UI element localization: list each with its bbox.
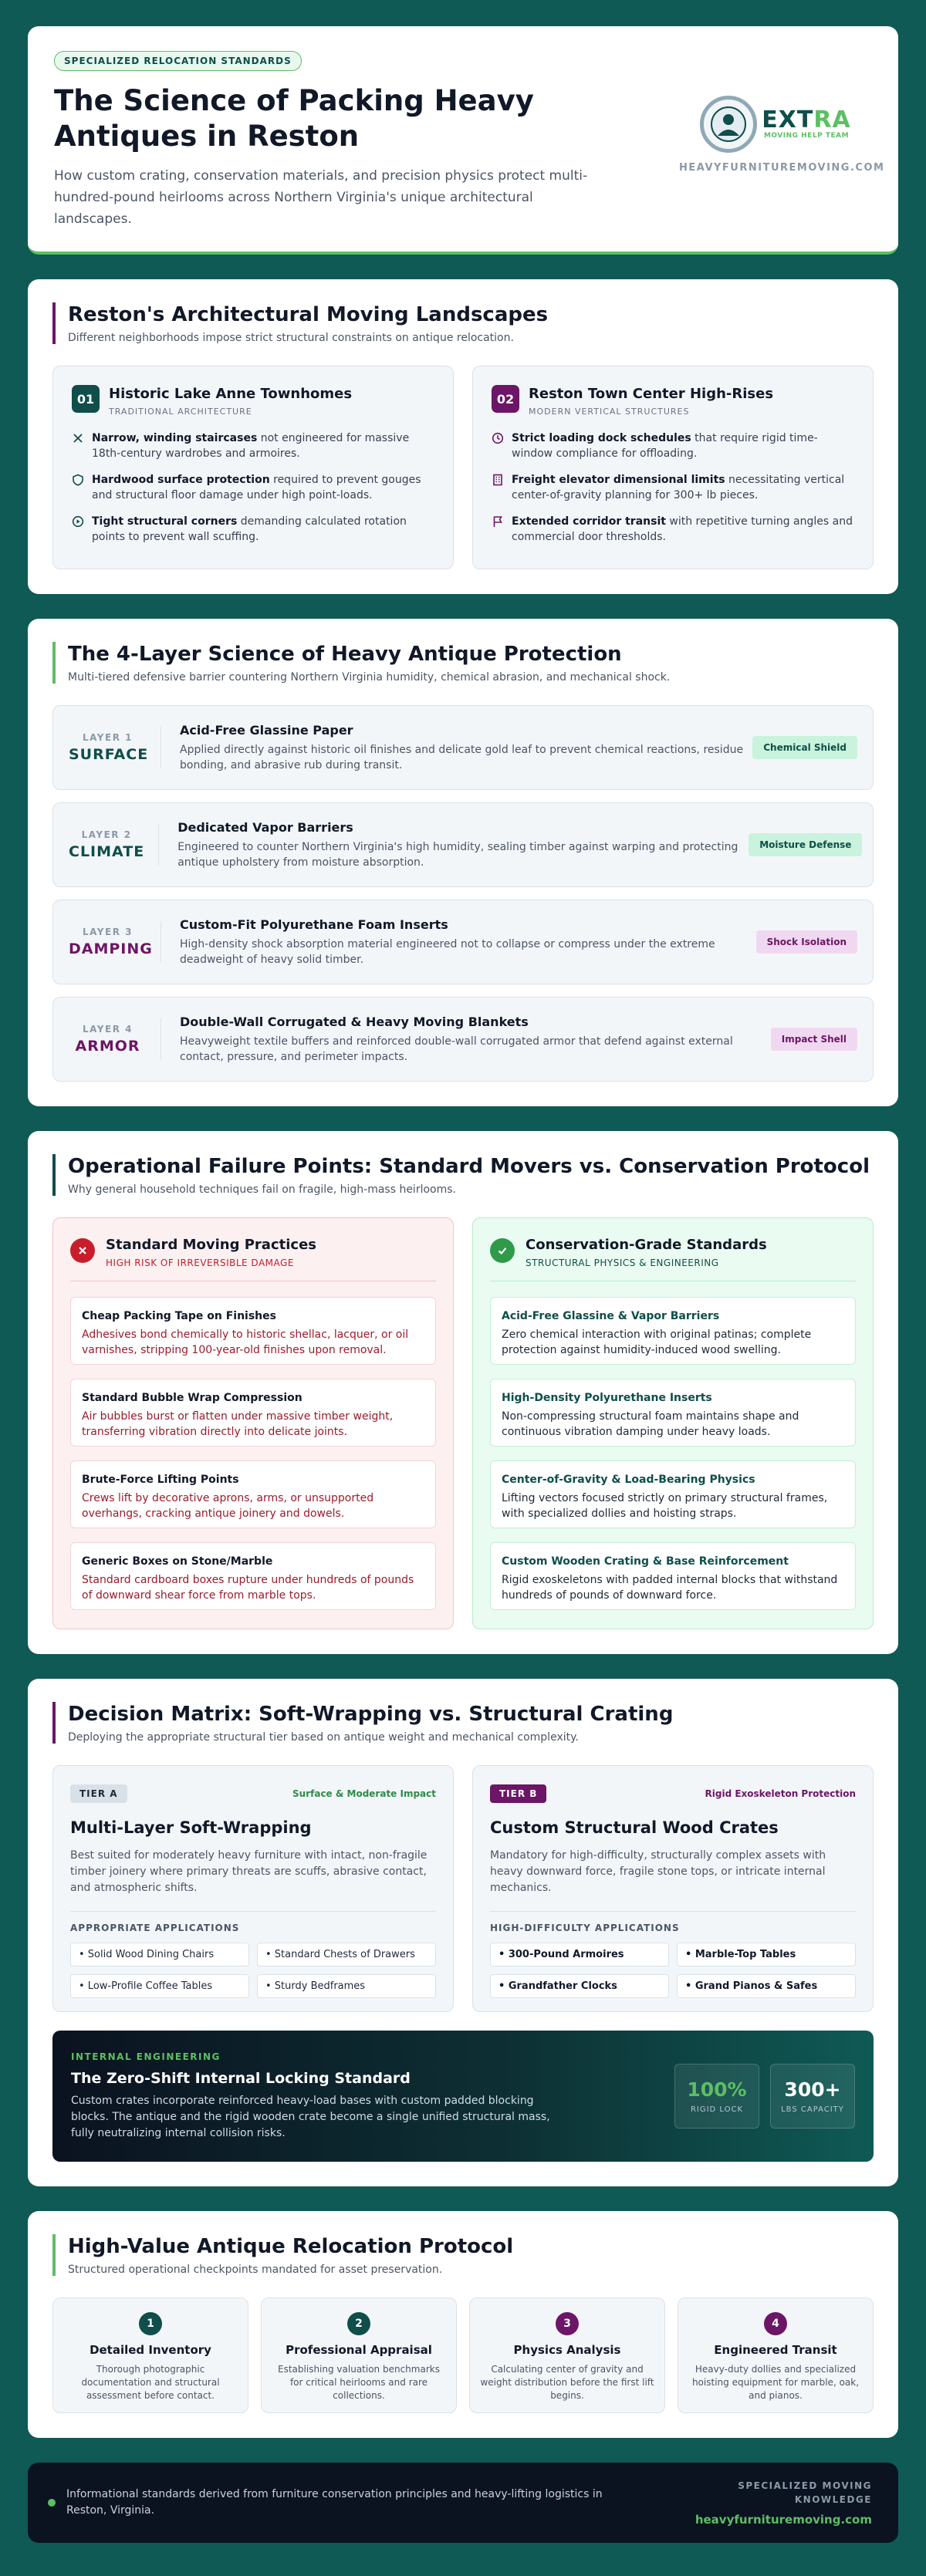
bullet-bold: Strict loading dock schedules	[512, 432, 691, 444]
tier-title: Multi-Layer Soft-Wrapping	[70, 1818, 312, 1837]
check-icon	[490, 1238, 515, 1263]
landscapes-title: Reston's Architectural Moving Landscapes	[68, 303, 549, 326]
stat-value: 100%	[687, 2078, 747, 2101]
protocol-step	[469, 2297, 665, 2413]
layer-description: Heavyweight textile buffers and reinforced double-wall corrugated armor that defend against external contact, pressure, and perimeter impacts.	[180, 1035, 733, 1063]
tier-impact: Surface & Moderate Impact	[292, 1788, 436, 1799]
standard-practices-panel	[52, 1217, 454, 1629]
landscape-bullet	[492, 430, 854, 461]
protocol-step	[52, 2297, 248, 2413]
protocol-heading	[52, 2234, 874, 2276]
item-desc: Zero chemical interaction with original patinas; complete protection against humidity-induced wood swelling.	[502, 1329, 812, 1356]
hero-text	[54, 51, 640, 230]
close-icon	[70, 1238, 95, 1263]
item-title: Generic Boxes on Stone/Marble	[82, 1555, 273, 1568]
panel-subtitle: STRUCTURAL PHYSICS & ENGINEERING	[526, 1258, 719, 1268]
step-title: Professional Appraisal	[286, 2343, 432, 2357]
failures-subtitle: Why general household techniques fail on fragile, high-mass heirlooms.	[68, 1183, 456, 1196]
tier-badge: TIER A	[70, 1784, 127, 1803]
application-chip: • Solid Wood Dining Chairs	[70, 1943, 249, 1967]
brand-name-b: RA	[813, 106, 851, 133]
standard-item	[490, 1297, 856, 1365]
conservation-standards-panel	[472, 1217, 874, 1629]
layer-label: LAYER 4	[83, 1024, 133, 1035]
layer-label: LAYER 3	[83, 927, 133, 937]
matrix-section	[28, 1679, 898, 2186]
application-chip: • 300-Pound Armoires	[490, 1943, 669, 1967]
application-chip: • Standard Chests of Drawers	[257, 1943, 436, 1967]
landscapes-section	[28, 279, 898, 594]
tier-description: Best suited for moderately heavy furniture with intact, non-fragile timber joinery where primary threats are scuffs, abrasive contact, and atmospheric shifts.	[70, 1849, 428, 1894]
protocol-section	[28, 2211, 898, 2438]
bullet-text: demanding calculated rotation points to prevent wall scuffing.	[92, 515, 407, 543]
tier-title: Custom Structural Wood Crates	[490, 1818, 779, 1837]
standard-item	[490, 1542, 856, 1610]
bullet-text: with repetitive turning angles and commercial door thresholds.	[512, 515, 853, 543]
layer-name: CLIMATE	[69, 843, 145, 860]
application-chip: • Low-Profile Coffee Tables	[70, 1974, 249, 1998]
matrix-title: Decision Matrix: Soft-Wrapping vs. Structural Crating	[68, 1703, 674, 1726]
layer-label: LAYER 1	[83, 732, 133, 743]
failure-item	[70, 1297, 436, 1365]
building-icon	[492, 474, 504, 486]
layer-tag: Moisture Defense	[749, 833, 862, 856]
footer-label: SPECIALIZED MOVING KNOWLEDGE	[738, 2480, 872, 2505]
layer-title: Double-Wall Corrugated & Heavy Moving Blankets	[180, 1014, 529, 1029]
item-desc: Non-compressing structural foam maintains shape and continuous vibration damping under heavy loads.	[502, 1410, 799, 1438]
page-footer	[28, 2463, 898, 2543]
step-number: 4	[764, 2312, 787, 2335]
landscape-bullet	[492, 472, 854, 503]
layer-name: DAMPING	[69, 940, 153, 957]
bullet-text: not engineered for massive 18th-century wardrobes and armoires.	[92, 432, 410, 460]
failures-section	[28, 1131, 898, 1654]
layers-subtitle: Multi-tiered defensive barrier countering Northern Virginia humidity, chemical abrasion, and mechanical shock.	[68, 671, 671, 684]
panel-subtitle: HIGH RISK OF IRREVERSIBLE DAMAGE	[106, 1258, 294, 1268]
landscape-title: Reston Town Center High-Rises	[529, 386, 774, 402]
applications-heading: APPROPRIATE APPLICATIONS	[70, 1911, 436, 1933]
layer-tag: Impact Shell	[771, 1028, 857, 1051]
step-desc: Thorough photographic documentation and structural assessment before contact.	[81, 2364, 220, 2401]
bullet-bold: Freight elevator dimensional limits	[512, 474, 725, 486]
clock-icon	[492, 432, 504, 444]
layer-title: Acid-Free Glassine Paper	[180, 722, 353, 738]
layer-name: ARMOR	[75, 1038, 140, 1055]
landscape-subtitle: TRADITIONAL ARCHITECTURE	[109, 407, 252, 417]
layer-description: High-density shock absorption material engineered not to collapse or compress under the extreme deadweight of heavy solid timber.	[180, 937, 715, 966]
landscape-bullet	[72, 472, 434, 503]
engineering-title: The Zero-Shift Internal Locking Standard	[71, 2069, 411, 2087]
layers-section	[28, 619, 898, 1106]
header-badge: SPECIALIZED RELOCATION STANDARDS	[54, 51, 302, 71]
engineering-description: Custom crates incorporate reinforced heavy-load bases with custom padded blocking blocks. The antique and the rigid wooden crate become a single unified structural mass, fully neutralizing internal collision risks.	[71, 2094, 550, 2139]
step-title: Detailed Inventory	[90, 2343, 211, 2357]
shield-icon	[72, 474, 84, 486]
footer-link[interactable]: heavyfurnituremoving.com	[694, 2513, 872, 2527]
rotate-icon	[72, 515, 84, 528]
x-icon	[72, 432, 84, 444]
brand-domain: HEAVYFURNITUREMOVING.COM	[679, 162, 885, 174]
tier-card-b	[472, 1765, 874, 2012]
stat-capacity	[770, 2064, 855, 2129]
tier-badge: TIER B	[490, 1784, 546, 1803]
layers-heading	[52, 642, 874, 684]
bullet-bold: Tight structural corners	[92, 515, 238, 528]
bullet-bold: Extended corridor transit	[512, 515, 666, 528]
stat-value: 300+	[784, 2078, 841, 2101]
item-desc: Standard cardboard boxes rupture under hundreds of pounds of downward shear force from marble tops.	[82, 1574, 414, 1602]
matrix-heading	[52, 1702, 874, 1744]
item-title: Brute-Force Lifting Points	[82, 1474, 239, 1486]
item-title: Acid-Free Glassine & Vapor Barriers	[502, 1310, 720, 1322]
application-chip: • Marble-Top Tables	[677, 1943, 856, 1967]
layer-tag: Shock Isolation	[756, 930, 857, 954]
footer-note: Informational standards derived from furniture conservation principles and heavy-lifting logistics in Reston, Virginia.	[66, 2488, 603, 2517]
item-desc: Adhesives bond chemically to historic shellac, lacquer, or oil varnishes, stripping 100-year-old finishes upon removal.	[82, 1329, 409, 1356]
stat-label: LBS CAPACITY	[781, 2105, 844, 2114]
layer-row	[52, 900, 874, 984]
landscape-bullet	[72, 514, 434, 545]
step-desc: Heavy-duty dollies and specialized hoisting equipment for marble, oak, and pianos.	[691, 2364, 860, 2401]
logo-badge-icon	[700, 96, 757, 153]
layer-name: SURFACE	[69, 746, 149, 763]
bullet-bold: Hardwood surface protection	[92, 474, 270, 486]
landscape-card-lake-anne	[52, 366, 454, 569]
item-title: Center-of-Gravity & Load-Bearing Physics	[502, 1474, 755, 1486]
brand-logo[interactable]	[679, 96, 885, 174]
layer-title: Dedicated Vapor Barriers	[177, 819, 353, 835]
step-number: 3	[556, 2312, 579, 2335]
bullet-text: necessitating vertical center-of-gravity planning for 300+ lb pieces.	[512, 474, 845, 501]
layers-title: The 4-Layer Science of Heavy Antique Protection	[68, 643, 622, 666]
page-title: The Science of Packing Heavy Antiques in Reston	[54, 84, 534, 153]
failures-title: Operational Failure Points: Standard Movers vs. Conservation Protocol	[68, 1155, 870, 1178]
application-chip: • Sturdy Bedframes	[257, 1974, 436, 1998]
tier-impact: Rigid Exoskeleton Protection	[705, 1788, 856, 1799]
brand-name-a: EXT	[762, 106, 814, 133]
flag-icon	[492, 515, 504, 528]
layer-label: LAYER 2	[81, 829, 132, 840]
item-title: High-Density Polyurethane Inserts	[502, 1392, 712, 1404]
layer-description: Applied directly against historic oil finishes and delicate gold leaf to prevent chemical reactions, residue bonding, and abrasive rub during transit.	[180, 743, 744, 771]
landscape-card-town-center	[472, 366, 874, 569]
step-number: 2	[347, 2312, 370, 2335]
protocol-step	[261, 2297, 457, 2413]
engineering-banner	[52, 2031, 874, 2162]
failure-item	[70, 1542, 436, 1610]
standard-item	[490, 1379, 856, 1447]
item-title: Cheap Packing Tape on Finishes	[82, 1310, 276, 1322]
tier-description: Mandatory for high-difficulty, structurally complex assets with heavy downward force, fragile stone tops, or intricate internal mechanics.	[490, 1849, 826, 1894]
landscapes-heading	[52, 302, 874, 344]
stat-label: RIGID LOCK	[690, 2105, 744, 2114]
protocol-subtitle: Structured operational checkpoints mandated for asset preservation.	[68, 2264, 443, 2276]
brand-tagline: MOVING HELP TEAM	[763, 132, 850, 140]
layer-description: Engineered to counter Northern Virginia's high humidity, sealing timber against warping and protecting antique upholstery from moisture absorption.	[177, 840, 738, 869]
stat-rigid-lock	[674, 2064, 759, 2129]
protocol-title: High-Value Antique Relocation Protocol	[68, 2235, 514, 2258]
landscape-subtitle: MODERN VERTICAL STRUCTURES	[529, 407, 690, 417]
layer-title: Custom-Fit Polyurethane Foam Inserts	[180, 917, 448, 932]
panel-title: Conservation-Grade Standards	[526, 1237, 767, 1253]
engineering-kicker: INTERNAL ENGINEERING	[71, 2051, 221, 2062]
standard-item	[490, 1460, 856, 1528]
failures-heading	[52, 1154, 874, 1196]
application-chip: • Grandfather Clocks	[490, 1974, 669, 1998]
landscape-bullet	[72, 430, 434, 461]
step-desc: Establishing valuation benchmarks for critical heirlooms and rare collections.	[278, 2364, 440, 2401]
step-title: Physics Analysis	[513, 2343, 621, 2357]
bullet-text: that require rigid time-window compliance for offloading.	[512, 432, 818, 460]
protocol-step	[678, 2297, 874, 2413]
bullet-bold: Narrow, winding staircases	[92, 432, 258, 444]
panel-title: Standard Moving Practices	[106, 1237, 316, 1253]
status-dot-icon	[48, 2499, 56, 2507]
bullet-text: required to prevent gouges and structural floor damage under high point-loads.	[92, 474, 421, 501]
item-desc: Rigid exoskeletons with padded internal blocks that withstand hundreds of pounds of downward force.	[502, 1574, 838, 1602]
item-desc: Air bubbles burst or flatten under massive timber weight, transferring vibration directly into delicate joints.	[82, 1410, 394, 1438]
layer-row	[52, 705, 874, 790]
item-desc: Lifting vectors focused strictly on primary structural frames, with specialized dollies and hoisting straps.	[502, 1492, 828, 1520]
applications-heading: HIGH-DIFFICULTY APPLICATIONS	[490, 1911, 856, 1933]
landscape-number: 01	[72, 385, 100, 413]
page-subtitle: How custom crating, conservation materials, and precision physics protect multi-hundred-pound heirlooms across Northern Virginia's unique architectural landscapes.	[54, 168, 588, 227]
step-title: Engineered Transit	[714, 2343, 837, 2357]
hero-header	[28, 26, 898, 255]
landscape-number: 02	[492, 385, 519, 413]
item-desc: Crews lift by decorative aprons, arms, or unsupported overhangs, cracking antique joinery and dowels.	[82, 1492, 374, 1520]
step-number: 1	[139, 2312, 162, 2335]
landscape-bullet	[492, 514, 854, 545]
tier-card-a	[52, 1765, 454, 2012]
layer-tag: Chemical Shield	[752, 736, 857, 759]
item-title: Custom Wooden Crating & Base Reinforcement	[502, 1555, 789, 1568]
step-desc: Calculating center of gravity and weight distribution before the first lift begins.	[480, 2364, 654, 2401]
landscape-title: Historic Lake Anne Townhomes	[109, 386, 353, 402]
failure-item	[70, 1379, 436, 1447]
layer-row	[52, 802, 874, 887]
landscapes-subtitle: Different neighborhoods impose strict structural constraints on antique relocation.	[68, 332, 514, 344]
layer-row	[52, 997, 874, 1082]
matrix-subtitle: Deploying the appropriate structural tier based on antique weight and mechanical complexity.	[68, 1731, 579, 1744]
item-title: Standard Bubble Wrap Compression	[82, 1392, 302, 1404]
application-chip: • Grand Pianos & Safes	[677, 1974, 856, 1998]
failure-item	[70, 1460, 436, 1528]
